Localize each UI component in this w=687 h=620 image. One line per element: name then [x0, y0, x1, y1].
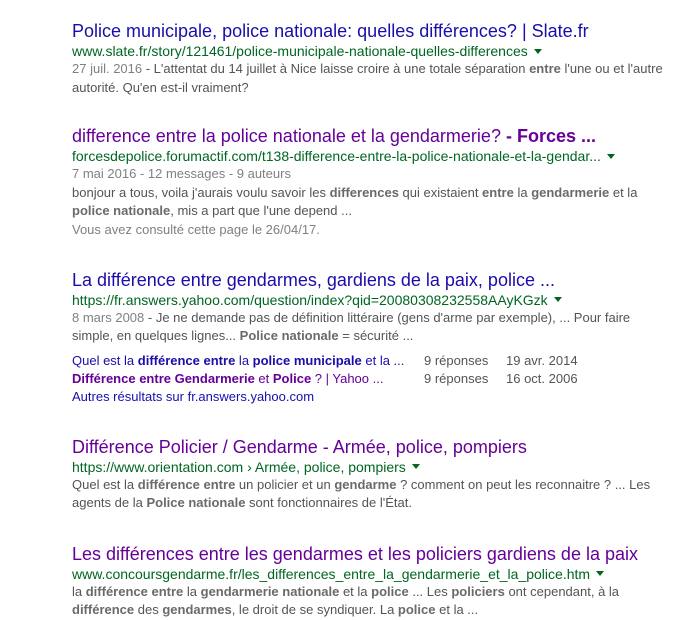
result-url-line	[72, 42, 672, 60]
visited-note: Vous avez consulté cette page le 26/04/17.	[72, 221, 320, 237]
result-date: 8 mars 2008	[72, 309, 145, 325]
text-segment: et	[254, 370, 273, 386]
text-segment: , le droit de se syndiquer. La	[231, 602, 398, 617]
result-title-link[interactable]: Police municipale, police nationale: quelles différences? | Slate.fr	[72, 21, 589, 41]
text-segment: Quel est la	[72, 352, 138, 368]
related-answer-count: 9 réponses	[424, 352, 489, 368]
search-result	[72, 436, 672, 513]
result-date: 7 mai 2016	[72, 166, 137, 181]
highlighted-term: différence entre	[137, 352, 236, 368]
highlighted-term: police	[371, 583, 409, 599]
text-segment: et la ...	[361, 352, 405, 368]
text-segment: la	[513, 184, 532, 200]
result-date: 27 juil. 2016	[72, 61, 143, 76]
snippet-text	[72, 477, 650, 511]
text-segment: la	[72, 583, 86, 599]
search-result	[72, 125, 672, 239]
dropdown-arrow-icon[interactable]	[607, 154, 615, 159]
related-row	[72, 352, 672, 370]
highlighted-term: Police nationale	[146, 495, 246, 510]
text-segment: ont cependant, à la	[504, 583, 620, 599]
highlighted-term: police nationale	[72, 203, 171, 218]
result-url: www.concoursgendarme.fr/les_differences_entre_la_gendarmerie_et_la_police.htm	[72, 565, 591, 582]
text-segment: Différence Policier / Gendarme	[72, 436, 323, 457]
related-link[interactable]	[72, 352, 424, 370]
highlighted-term: différence entre	[137, 476, 236, 492]
result-title-link[interactable]	[72, 125, 596, 147]
snippet-text	[72, 61, 663, 95]
text-segment: et la ...	[435, 602, 479, 617]
snippet-text	[72, 584, 619, 618]
related-questions	[72, 352, 672, 406]
related-date: 16 oct. 2006	[506, 370, 578, 386]
result-url: forcesdepolice.forumactif.com/t138-difference-entre-la-police-nationale-et-la-gendar...	[72, 148, 601, 164]
result-snippet	[72, 60, 672, 97]
highlighted-term: différence	[72, 602, 135, 617]
text-segment: difference entre la police nationale et la gendarmerie?	[72, 126, 506, 146]
highlighted-term: gendarmerie	[531, 184, 610, 200]
result-title-link[interactable]: Les différences entre les gendarmes et les policiers gardiens de la paix	[72, 543, 638, 564]
search-result	[72, 269, 672, 406]
text-segment: et la	[339, 583, 372, 599]
text-segment: la	[183, 583, 201, 599]
dropdown-arrow-icon[interactable]	[554, 297, 562, 302]
dropdown-arrow-icon[interactable]	[534, 49, 542, 54]
dropdown-arrow-icon[interactable]	[596, 571, 604, 576]
text-segment: un policier et un	[235, 476, 335, 492]
highlighted-term: Police nationale	[239, 328, 339, 343]
result-url: https://fr.answers.yahoo.com/question/index?qid=20080308232558AAyKGzk	[72, 291, 548, 308]
text-segment: ? | Yahoo ...	[311, 370, 384, 386]
text-segment: = sécurité ...	[338, 328, 414, 343]
highlighted-term: entre	[482, 184, 514, 200]
result-snippet	[72, 165, 672, 221]
text-segment: des	[134, 602, 163, 617]
related-date: 19 avr. 2014	[506, 352, 578, 368]
text-segment: bonjour a tous, voila j'aurais voulu savoir les	[72, 184, 330, 200]
highlighted-term: police	[397, 602, 436, 617]
text-segment: et la	[609, 184, 638, 200]
text-segment: sont fonctionnaires de l'État.	[245, 495, 412, 510]
result-url: https://www.orientation.com › Armée, police, pompiers	[72, 458, 406, 475]
result-meta-text: - 12 messages - 9 auteurs	[136, 166, 291, 181]
highlighted-term: différence entre	[85, 583, 184, 599]
result-meta	[72, 165, 672, 184]
highlighted-term: policiers	[451, 583, 505, 599]
related-row	[72, 370, 672, 388]
highlighted-term: differences	[329, 184, 399, 200]
text-segment: qui existaient	[398, 184, 483, 200]
result-url-line	[72, 458, 672, 476]
snippet-text	[72, 184, 672, 221]
highlighted-term: Police	[272, 370, 312, 386]
highlighted-term: Différence entre Gendarmerie	[72, 370, 255, 386]
highlighted-term: gendarmes	[162, 602, 232, 617]
highlighted-term: entre	[529, 61, 561, 76]
result-title-link[interactable]	[72, 436, 527, 458]
text-segment: - Je ne demande pas de définition littéraire (gens d'arme par exemple), ... Pour faire simple, en quelques lignes...	[72, 309, 631, 343]
text-segment: , mis a part que l'une depend ...	[170, 203, 352, 218]
text-segment: ... Les	[408, 583, 452, 599]
result-snippet	[72, 476, 672, 513]
related-answer-count: 9 réponses	[424, 370, 489, 386]
highlighted-term: gendarmerie nationale	[200, 583, 340, 599]
text-segment: la	[235, 352, 253, 368]
result-url-line	[72, 565, 672, 583]
result-snippet	[72, 309, 672, 346]
result-url: www.slate.fr/story/121461/police-municipale-nationale-quelles-differences	[72, 43, 528, 59]
result-url-line	[72, 291, 672, 309]
text-segment: ? comment on peut les reconnaitre ? ... Les agents de la	[72, 476, 651, 510]
dropdown-arrow-icon[interactable]	[412, 464, 420, 469]
text-segment: l'une ou et l'autre autorité. Qu'en est-il vraiment?	[72, 61, 663, 95]
text-segment: - L'attentat du 14 juillet à Nice laisse croire à une totale séparation	[142, 61, 530, 76]
text-segment: - Armée, police, pompiers	[322, 436, 527, 457]
result-title-link[interactable]: La différence entre gendarmes, gardiens de la paix, police ...	[72, 269, 555, 290]
search-result	[72, 20, 672, 97]
snippet-text	[72, 310, 630, 344]
result-url-line	[72, 147, 672, 165]
highlighted-term: gendarme	[334, 476, 397, 492]
text-segment: Quel est la	[72, 476, 138, 492]
highlighted-term: police municipale	[252, 352, 362, 368]
highlighted-term: - Forces ...	[505, 126, 596, 146]
related-link[interactable]	[72, 370, 424, 388]
search-result	[72, 543, 672, 620]
result-snippet	[72, 583, 672, 620]
more-results-link[interactable]: Autres résultats sur fr.answers.yahoo.com	[72, 388, 315, 404]
